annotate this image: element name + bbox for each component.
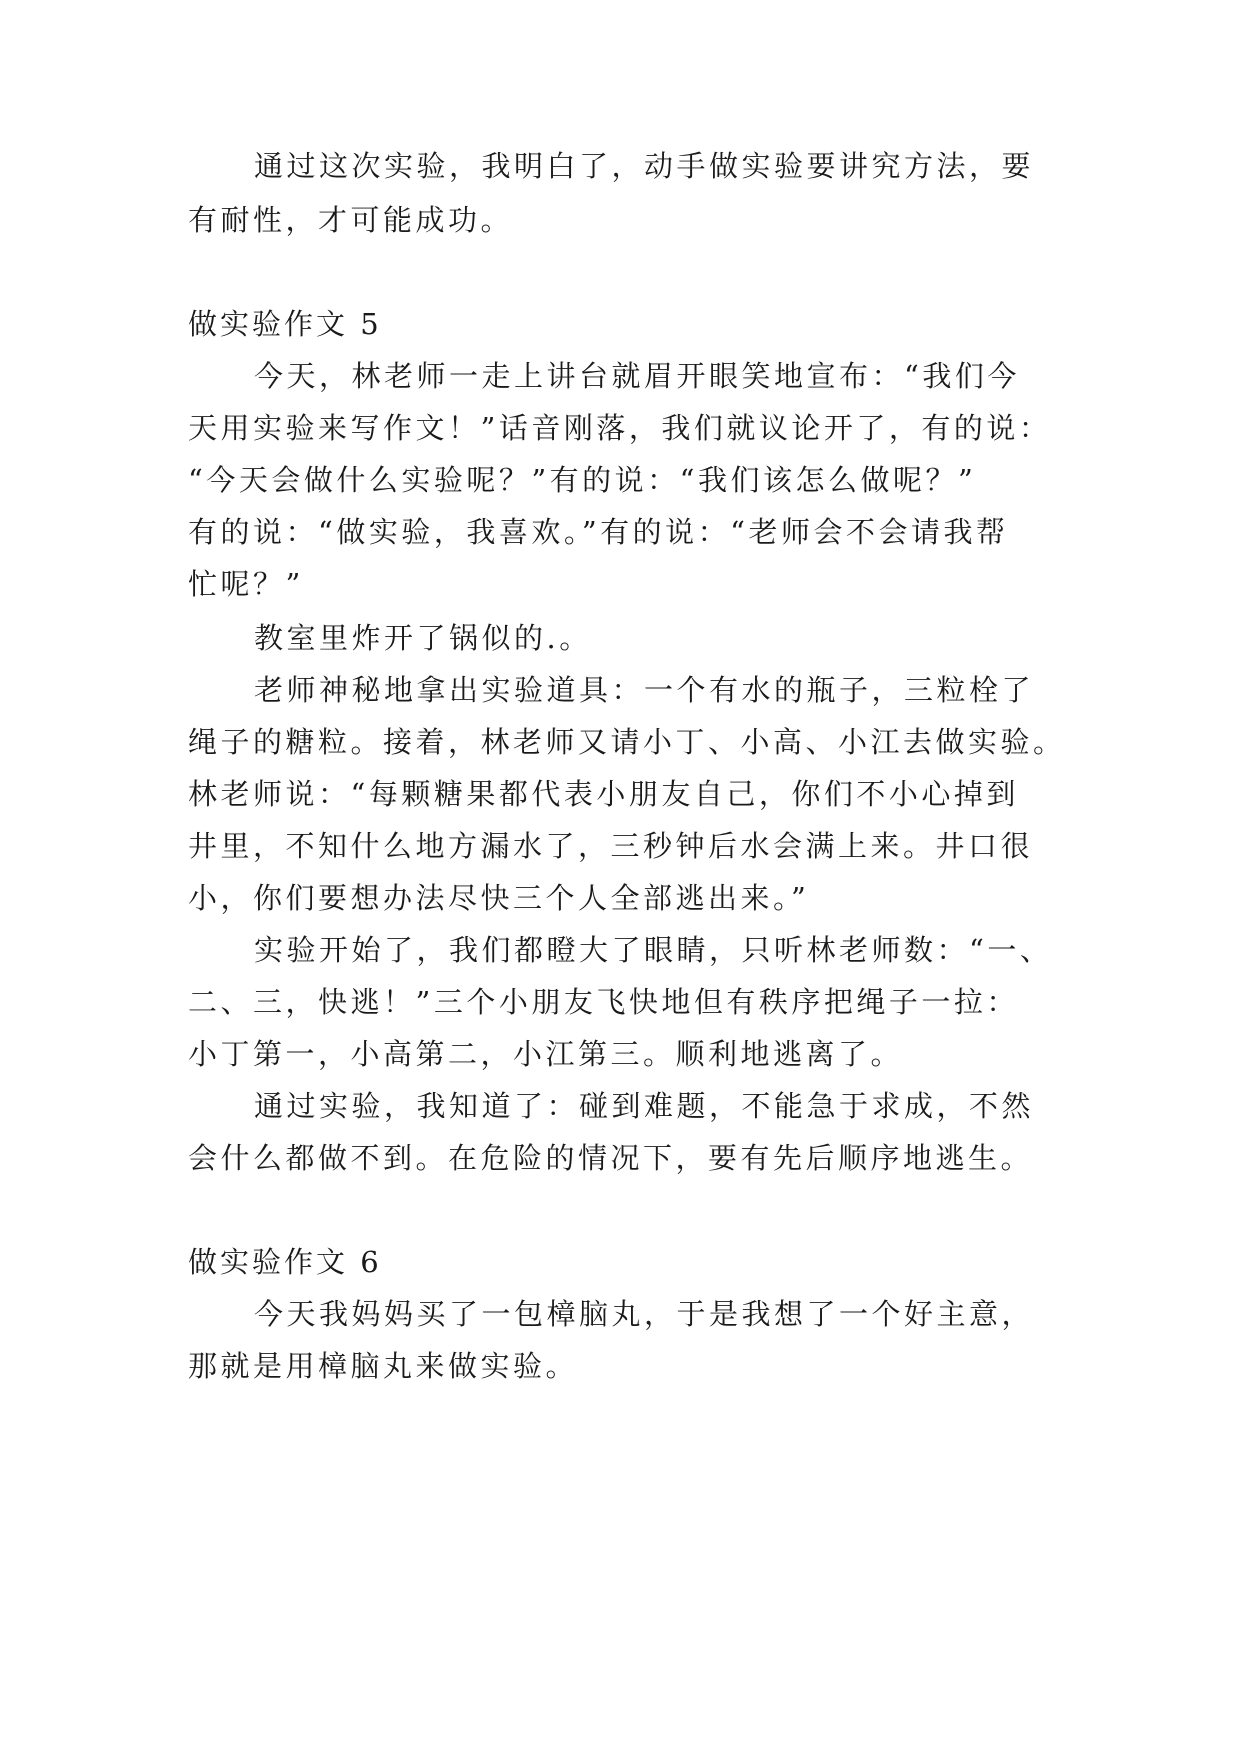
paragraph-line: 通过这次实验，我明白了，动手做实验要讲究方法，要 xyxy=(254,149,1035,183)
paragraph-line: 会什么都做不到。在危险的情况下，要有先后顺序地逃生。 xyxy=(188,1141,1034,1175)
paragraph-line: 教室里炸开了锅似的.。 xyxy=(254,621,592,655)
paragraph-line: 忙呢？” xyxy=(188,567,304,601)
paragraph-line: 今天我妈妈买了一包樟脑丸，于是我想了一个好主意， xyxy=(254,1297,1035,1331)
paragraph-line: 通过实验，我知道了：碰到难题，不能急于求成，不然 xyxy=(254,1089,1035,1123)
paragraph-line: 那就是用樟脑丸来做实验。 xyxy=(188,1349,579,1383)
section-heading: 做实验作文 6 xyxy=(188,1245,382,1279)
paragraph-line: 有耐性，才可能成功。 xyxy=(188,203,514,237)
paragraph-line: “今天会做什么实验呢？”有的说：“我们该怎么做呢？” xyxy=(188,463,977,497)
paragraph-line: 小丁第一，小高第二，小江第三。顺利地逃离了。 xyxy=(188,1037,904,1071)
paragraph-line: 绳子的糖粒。接着，林老师又请小丁、小高、小江去做实验。 xyxy=(188,725,1066,759)
paragraph-line: 天用实验来写作文！”话音刚落，我们就议论开了，有的说： xyxy=(188,411,1052,445)
paragraph-line: 小，你们要想办法尽快三个人全部逃出来。” xyxy=(188,881,810,915)
paragraph-line: 林老师说：“每颗糖果都代表小朋友自己，你们不小心掉到 xyxy=(188,777,1019,811)
section-heading: 做实验作文 5 xyxy=(188,307,382,341)
paragraph-line: 实验开始了，我们都瞪大了眼睛，只听林老师数：“一、 xyxy=(254,933,1053,967)
paragraph-line: 老师神秘地拿出实验道具：一个有水的瓶子，三粒栓了 xyxy=(254,673,1035,707)
paragraph-line: 有的说：“做实验，我喜欢。”有的说：“老师会不会请我帮 xyxy=(188,515,1009,549)
paragraph-line: 今天，林老师一走上讲台就眉开眼笑地宣布：“我们今 xyxy=(254,359,1020,393)
paragraph-line: 井里，不知什么地方漏水了，三秒钟后水会满上来。井口很 xyxy=(188,829,1034,863)
paragraph-line: 二、三，快逃！”三个小朋友飞快地但有秩序把绳子一拉： xyxy=(188,985,1019,1019)
